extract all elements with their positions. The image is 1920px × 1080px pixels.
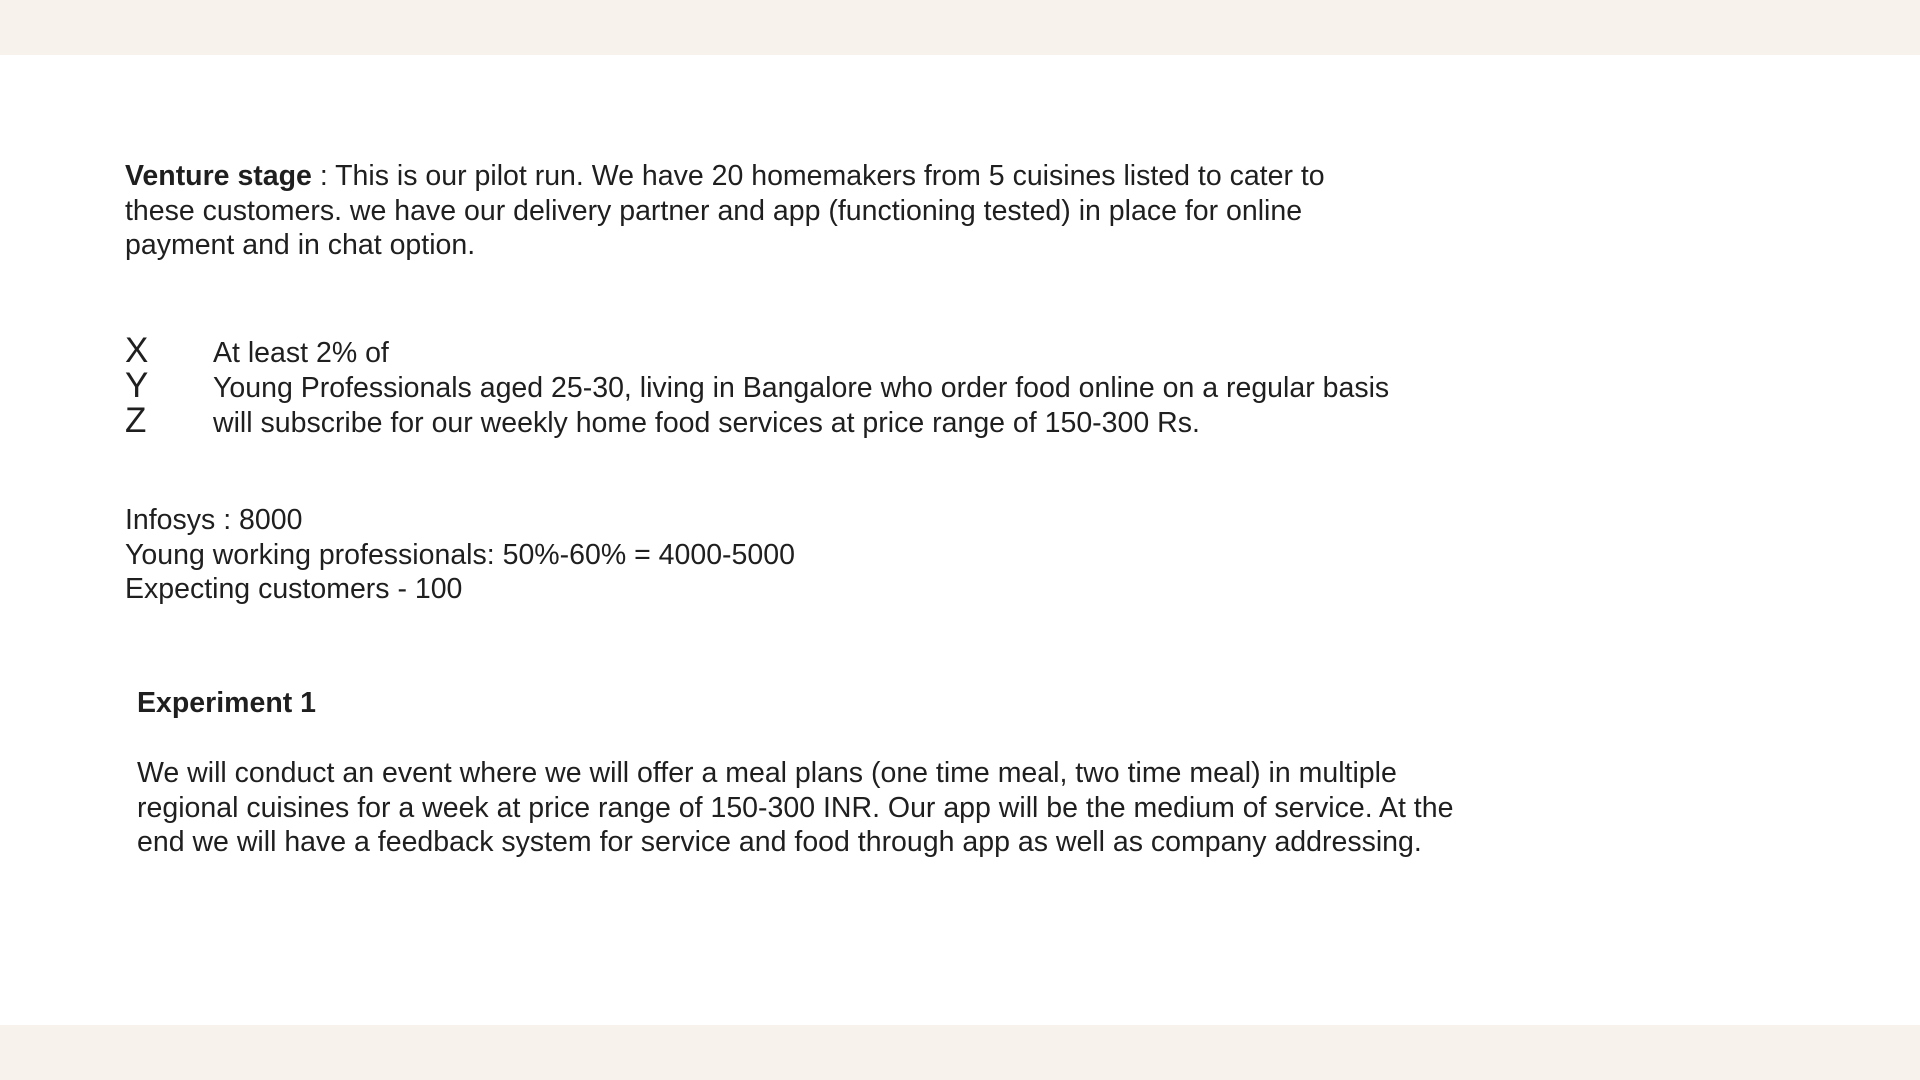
xyz-row-z [125, 403, 1389, 438]
market-stats [125, 503, 795, 607]
xyz-text-y: Young Professionals aged 25-30, living in Bangalore who order food online on a regular basis [213, 372, 1390, 404]
xyz-letter-x: X [125, 331, 149, 370]
experiment-description [137, 756, 1453, 860]
xyz-text-z: will subscribe for our weekly home food services at price range of 150-300 Rs. [213, 407, 1200, 439]
xyz-letter-y: Y [125, 366, 149, 405]
experiment-line-1: We will conduct an event where we will offer a meal plans (one time meal, two time meal) in multiple [137, 757, 1397, 789]
stat-young-professionals: Young working professionals: 50%-60% = 4000-5000 [125, 538, 795, 571]
stat-infosys: Infosys : 8000 [125, 504, 303, 536]
venture-stage-paragraph [125, 159, 1325, 263]
venture-line-2: these customers. we have our delivery partner and app (functioning tested) in place for online [125, 194, 1303, 227]
xyz-text-x: At least 2% of [213, 337, 389, 369]
xyz-row-y [125, 368, 1389, 403]
experiment-line-3: end we will have a feedback system for service and food through app as well as company addressing. [137, 826, 1422, 858]
xyz-letter-z: Z [125, 401, 147, 440]
venture-line-1-text: : This is our pilot run. We have 20 homemakers from 5 cuisines listed to cater to [311, 160, 1325, 192]
venture-line-3: payment and in chat option. [125, 229, 476, 261]
slide-page [0, 55, 1920, 1025]
experiment-title: Experiment 1 [137, 687, 316, 719]
experiment-line-2: regional cuisines for a week at price range of 150-300 INR. Our app will be the medium of service. At the [137, 791, 1454, 824]
xyz-row-x [125, 333, 1389, 368]
stat-expected-customers: Expecting customers - 100 [125, 573, 463, 605]
venture-stage-label: Venture stage [125, 160, 312, 192]
venture-line-1 [125, 159, 1325, 194]
xyz-hypothesis [125, 333, 1389, 438]
